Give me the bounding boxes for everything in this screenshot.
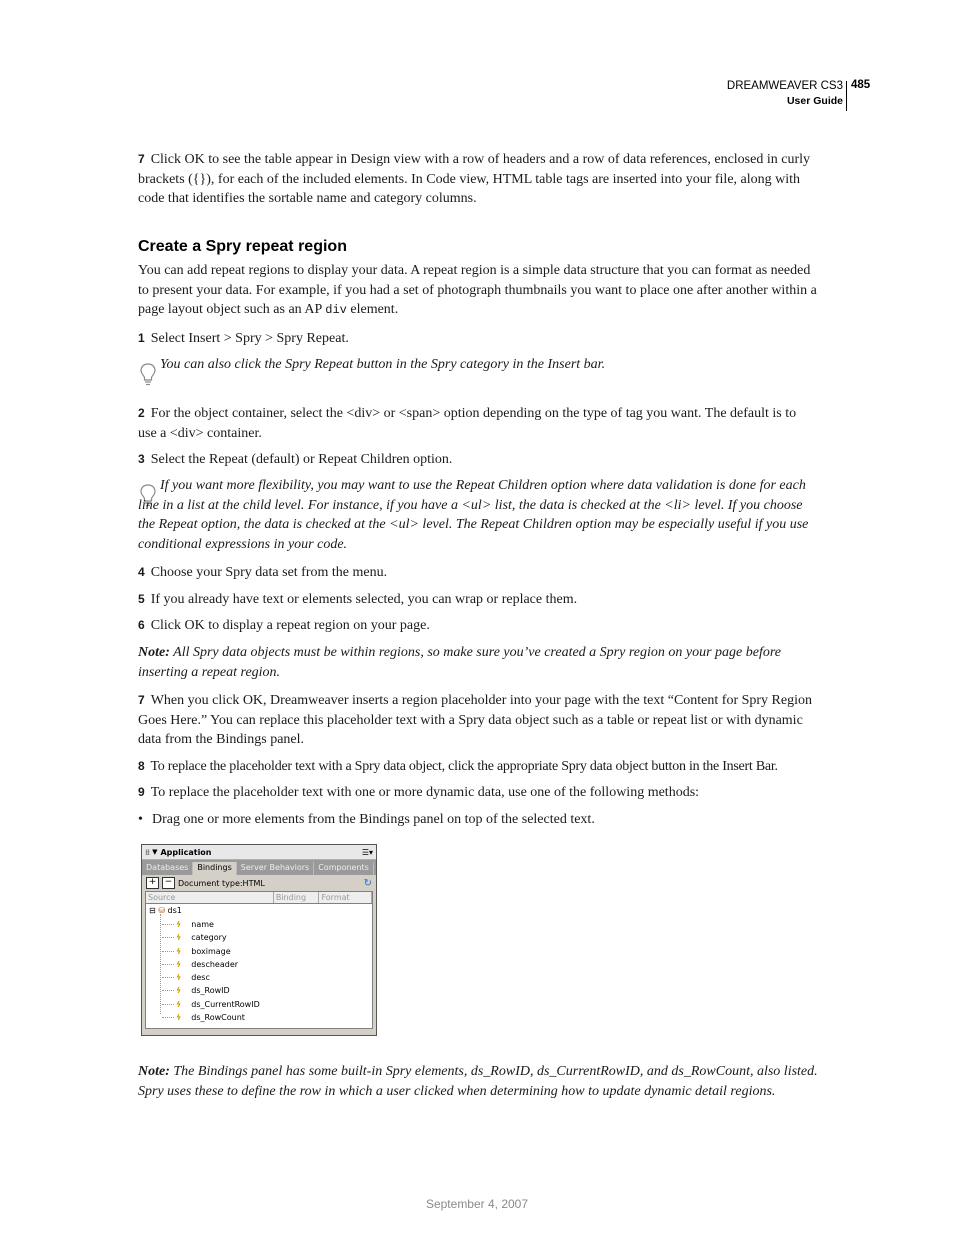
panel-tabs xyxy=(142,860,376,875)
grip-icon: ⁞⁞ xyxy=(145,847,150,857)
column-binding: Binding xyxy=(274,892,320,903)
column-source: Source xyxy=(146,892,274,903)
step-6: 6 Click OK to display a repeat region on your page. xyxy=(138,618,430,633)
step-number: 7 xyxy=(138,152,145,166)
dataset-name: ds1 xyxy=(167,906,182,915)
panel-menu-icon[interactable]: ☰▾ xyxy=(361,847,373,857)
step-7-intro xyxy=(138,150,818,209)
bullet-icon: • xyxy=(138,812,143,827)
step-2: 2 For the object container, select the <div> or <span> option depending on the type of tag you want. The default is to use a <div> container. xyxy=(138,406,797,441)
tree-row-field[interactable]: ϟ ds_RowCount xyxy=(162,1011,245,1024)
dynamic-data-icon: ϟ xyxy=(176,920,182,929)
column-format: Format xyxy=(319,892,372,903)
inline-code: div xyxy=(325,303,347,318)
step-8: 8 To replace the placeholder text with a Spry data object, click the appropriate Spry data object button in the Insert Bar. xyxy=(138,759,778,774)
add-binding-button[interactable]: + xyxy=(146,877,159,889)
collapse-toggle-icon[interactable]: ⊟ xyxy=(149,906,156,915)
step-7: 7 When you click OK, Dreamweaver inserts a region placeholder into your page with the text “Content for Spry Region Goes Here.” You can replace this placeholder text with a Spry data object such as a table or repeat list or with dynamic data from the Bindings panel. xyxy=(138,693,812,748)
tree-row-dataset[interactable] xyxy=(149,904,182,917)
tab-server-behaviors[interactable]: Server Behaviors xyxy=(237,862,314,875)
dynamic-data-icon: ϟ xyxy=(176,986,182,995)
panel-toolbar xyxy=(142,875,376,891)
dynamic-data-icon: ϟ xyxy=(176,1013,182,1022)
step-3: 3 Select the Repeat (default) or Repeat Children option. xyxy=(138,452,453,467)
dynamic-data-icon: ϟ xyxy=(176,1000,182,1009)
note-1: Note: All Spry data objects must be within regions, so make sure you’ve created a Spry region on your page before inserting a repeat region. xyxy=(138,645,781,680)
guide-name: User Guide xyxy=(786,95,843,107)
dynamic-data-icon: ϟ xyxy=(176,960,182,969)
collapse-triangle-icon[interactable]: ▼ xyxy=(152,848,158,856)
refresh-icon[interactable]: ↻ xyxy=(363,877,372,889)
running-header xyxy=(727,79,843,109)
section-intro: You can add repeat regions to display your data. A repeat region is a simple data structure that you can format as needed to present your data. For example, if you had a set of photograph thumbnails you want to place one after another within a page layout object such as an AP div element. xyxy=(138,263,817,318)
dynamic-data-icon: ϟ xyxy=(176,973,182,982)
page-number: 485 xyxy=(851,79,871,91)
tree-row-field[interactable]: ϟ descheader xyxy=(162,958,238,971)
step-9: 9 To replace the placeholder text with one or more dynamic data, use one of the following methods: xyxy=(138,785,700,800)
tree-row-field[interactable]: ϟ ds_RowID xyxy=(162,984,230,997)
dataset-icon: ⛁ xyxy=(158,906,165,915)
tree-row-field[interactable]: ϟ desc xyxy=(162,971,210,984)
step-text: Click OK to see the table appear in Design view with a row of headers and a row of data references, enclosed in curly brackets ({}), for each of the included elements. In Code view, HTML table tags are inserted into your file, along with code that identifies the sortable name and category columns. xyxy=(138,152,810,207)
tab-bindings[interactable]: Bindings xyxy=(193,862,236,875)
remove-binding-button[interactable]: − xyxy=(162,877,175,889)
tree-connector xyxy=(160,914,161,1014)
step-1: 1 Select Insert > Spry > Spry Repeat. xyxy=(138,331,349,346)
document-type-label: Document type:HTML xyxy=(178,878,265,888)
footer-date: September 4, 2007 xyxy=(425,1197,529,1211)
tab-components[interactable]: Components xyxy=(314,862,374,875)
tree-row-field[interactable]: ϟ category xyxy=(162,931,227,944)
bindings-tree xyxy=(145,891,373,1029)
panel-titlebar xyxy=(142,845,376,860)
tab-databases[interactable]: Databases xyxy=(142,862,193,875)
step-4: 4 Choose your Spry data set from the menu. xyxy=(138,565,388,580)
panel-title: Application xyxy=(160,847,212,857)
tree-row-field[interactable]: ϟ name xyxy=(162,918,214,931)
tip-2: If you want more flexibility, you may want to use the Repeat Children option where data validation is done for each line in a list at the child level. For instance, if you have a <ul> list, the data is checked at the <li> level. If you choose the Repeat option, the data is checked at the <ul> level. The Repeat Children option may be especially useful if you use conditional expressions in your code. xyxy=(138,478,809,552)
tree-row-field[interactable]: ϟ boximage xyxy=(162,945,231,958)
tree-row-field[interactable]: ϟ ds_CurrentRowID xyxy=(162,998,260,1011)
tree-column-headers xyxy=(146,892,372,904)
product-name: DREAMWEAVER CS3 xyxy=(726,80,843,92)
bindings-panel-screenshot xyxy=(141,844,377,1036)
bullet-item: • Drag one or more elements from the Bindings panel on top of the selected text. xyxy=(138,810,818,830)
header-divider xyxy=(846,81,847,111)
dynamic-data-icon: ϟ xyxy=(176,933,182,942)
dynamic-data-icon: ϟ xyxy=(176,947,182,956)
note-2: Note: The Bindings panel has some built-in Spry elements, ds_RowID, ds_CurrentRowID, and ds_RowCount, also listed. Spry uses these to define the row in which a user clicked when determining how to update dynamic detail regions. xyxy=(138,1064,818,1099)
section-title: Create a Spry repeat region xyxy=(138,238,347,255)
tip-1: You can also click the Spry Repeat button in the Spry category in the Insert bar. xyxy=(160,357,606,372)
step-5: 5 If you already have text or elements selected, you can wrap or replace them. xyxy=(138,592,578,607)
